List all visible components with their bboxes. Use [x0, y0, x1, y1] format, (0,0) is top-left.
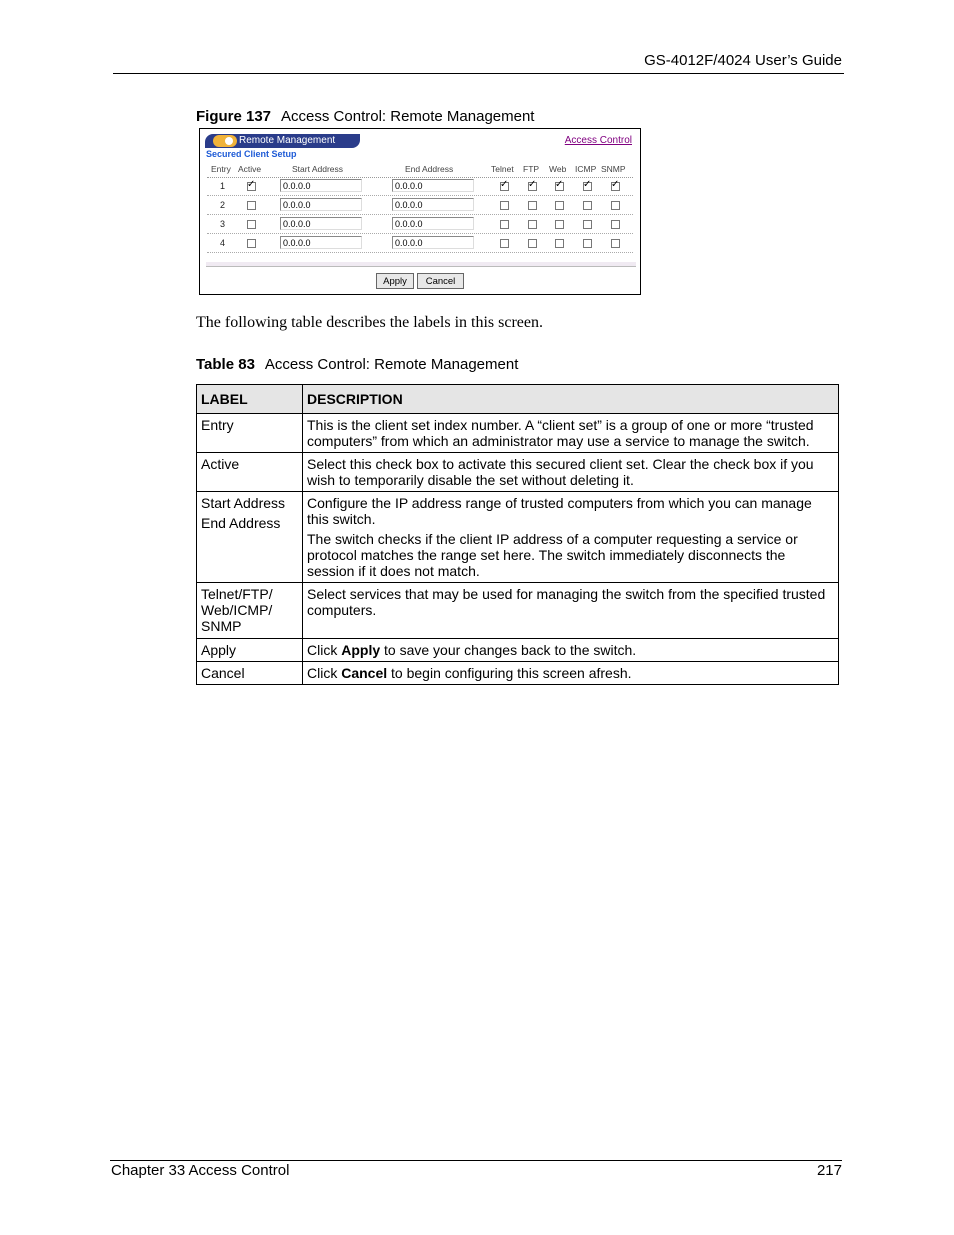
telnet-checkbox[interactable] [500, 239, 509, 248]
row-divider [207, 252, 633, 253]
footer-rule [110, 1160, 842, 1161]
table-row [197, 662, 839, 685]
description-text: The switch checks if the client IP address of a computer requesting a service or protocol matches the range set here. The switch immediately disconnects the session if it does not match. [307, 531, 798, 579]
figure-label: Figure 137 [196, 108, 272, 125]
ftp-checkbox[interactable] [528, 239, 537, 248]
col-end-address: End Address [405, 164, 454, 174]
description-cell [303, 639, 839, 662]
col-active: Active [238, 164, 262, 174]
label-cell [197, 453, 303, 492]
telnet-checkbox[interactable] [500, 182, 509, 191]
web-checkbox[interactable] [555, 201, 564, 210]
end-address-input[interactable]: 0.0.0.0 [392, 217, 474, 230]
label-text: Entry [201, 417, 234, 433]
figure-title: Access Control: Remote Management [281, 108, 535, 125]
description-cell [303, 414, 839, 453]
col-icmp: ICMP [575, 164, 597, 174]
table-title: Access Control: Remote Management [264, 356, 519, 373]
footer-page-number: 217 [816, 1162, 842, 1179]
icmp-checkbox[interactable] [583, 220, 592, 229]
active-checkbox[interactable] [247, 182, 256, 191]
end-address-input[interactable]: 0.0.0.0 [392, 236, 474, 249]
ftp-checkbox[interactable] [528, 220, 537, 229]
intro-paragraph: The following table describes the labels in this screen. [196, 314, 544, 331]
description-bold: Cancel [341, 665, 388, 681]
description-cell [303, 492, 839, 583]
col-start-address: Start Address [292, 164, 344, 174]
table-header-row [197, 385, 839, 414]
active-checkbox[interactable] [247, 239, 256, 248]
ftp-checkbox[interactable] [528, 201, 537, 210]
table-label: Table 83 [196, 356, 255, 373]
apply-button[interactable]: Apply [376, 273, 414, 289]
row-entry-number: 4 [220, 238, 226, 248]
description-cell [303, 453, 839, 492]
description-text: Select this check box to activate this secured client set. Clear the check box if you wish to temporarily disable the set without deleting it. [307, 456, 814, 488]
web-checkbox[interactable] [555, 239, 564, 248]
tab-bullet-icon [213, 135, 237, 147]
table-row [197, 492, 839, 583]
section-title: Secured Client Setup [206, 149, 297, 159]
table-row [197, 583, 839, 639]
label-text: Start Address [201, 495, 286, 511]
cancel-button[interactable]: Cancel [417, 273, 464, 289]
label-cell [197, 414, 303, 453]
label-text: Cancel [201, 665, 245, 681]
remote-management-screenshot [199, 128, 641, 295]
start-address-input[interactable]: 0.0.0.0 [280, 236, 362, 249]
footer-divider [206, 266, 636, 267]
footer-chapter: Chapter 33 Access Control [111, 1162, 290, 1179]
active-checkbox[interactable] [247, 201, 256, 210]
label-cell [197, 492, 303, 583]
description-text [307, 642, 834, 658]
row-entry-number: 1 [220, 181, 226, 191]
description-suffix: to begin configuring this screen afresh. [387, 665, 632, 681]
row-divider [207, 233, 633, 234]
start-address-input[interactable]: 0.0.0.0 [280, 198, 362, 211]
icmp-checkbox[interactable] [583, 182, 592, 191]
header-description: DESCRIPTION [303, 385, 839, 414]
telnet-checkbox[interactable] [500, 220, 509, 229]
row-entry-number: 3 [220, 219, 226, 229]
description-text: Select services that may be used for managing the switch from the specified trusted computers. [307, 586, 826, 618]
table-row [197, 453, 839, 492]
end-address-input[interactable]: 0.0.0.0 [392, 179, 474, 192]
table-caption [196, 356, 518, 373]
label-text: Web/ICMP/ [201, 602, 273, 618]
page-header-title: GS-4012F/4024 User’s Guide [644, 52, 842, 69]
row-divider [207, 214, 633, 215]
col-telnet: Telnet [491, 164, 514, 174]
label-text: Apply [201, 642, 237, 658]
start-address-input[interactable]: 0.0.0.0 [280, 217, 362, 230]
remote-management-tab[interactable] [205, 134, 360, 148]
label-text: Telnet/FTP/ [201, 586, 273, 602]
description-suffix: to save your changes back to the switch. [380, 642, 637, 658]
header-divider [207, 177, 633, 178]
description-prefix: Click [307, 642, 342, 658]
col-web: Web [549, 164, 567, 174]
col-ftp: FTP [523, 164, 540, 174]
icmp-checkbox[interactable] [583, 239, 592, 248]
web-checkbox[interactable] [555, 220, 564, 229]
description-text [307, 665, 834, 681]
snmp-checkbox[interactable] [611, 220, 620, 229]
tab-title: Remote Management [239, 135, 336, 146]
row-divider [207, 195, 633, 196]
icmp-checkbox[interactable] [583, 201, 592, 210]
snmp-checkbox[interactable] [611, 182, 620, 191]
web-checkbox[interactable] [555, 182, 564, 191]
snmp-checkbox[interactable] [611, 239, 620, 248]
label-cell [197, 662, 303, 685]
access-control-link[interactable]: Access Control [564, 135, 632, 146]
ftp-checkbox[interactable] [528, 182, 537, 191]
col-entry: Entry [211, 164, 231, 174]
description-cell [303, 662, 839, 685]
label-cell [197, 583, 303, 639]
description-prefix: Click [307, 665, 342, 681]
row-entry-number: 2 [220, 200, 226, 210]
label-cell [197, 639, 303, 662]
label-description-table [196, 384, 839, 685]
description-text: Configure the IP address range of trusted computers from which you can manage this switch. [307, 495, 812, 527]
col-snmp: SNMP [601, 164, 626, 174]
start-address-input[interactable]: 0.0.0.0 [280, 179, 362, 192]
end-address-input[interactable]: 0.0.0.0 [392, 198, 474, 211]
label-text: End Address [201, 515, 281, 531]
telnet-checkbox[interactable] [500, 201, 509, 210]
description-text: This is the client set index number. A “client set” is a group of one or more “trusted computers” from which an administrator may use a service to manage the switch. [307, 417, 814, 449]
label-text: SNMP [201, 618, 242, 634]
active-checkbox[interactable] [247, 220, 256, 229]
table-row [197, 414, 839, 453]
header-label: LABEL [197, 385, 303, 414]
table-row [197, 639, 839, 662]
header-rule [113, 73, 844, 74]
label-text: Active [201, 456, 240, 472]
snmp-checkbox[interactable] [611, 201, 620, 210]
description-cell [303, 583, 839, 639]
description-bold: Apply [341, 642, 381, 658]
figure-caption [196, 108, 534, 125]
